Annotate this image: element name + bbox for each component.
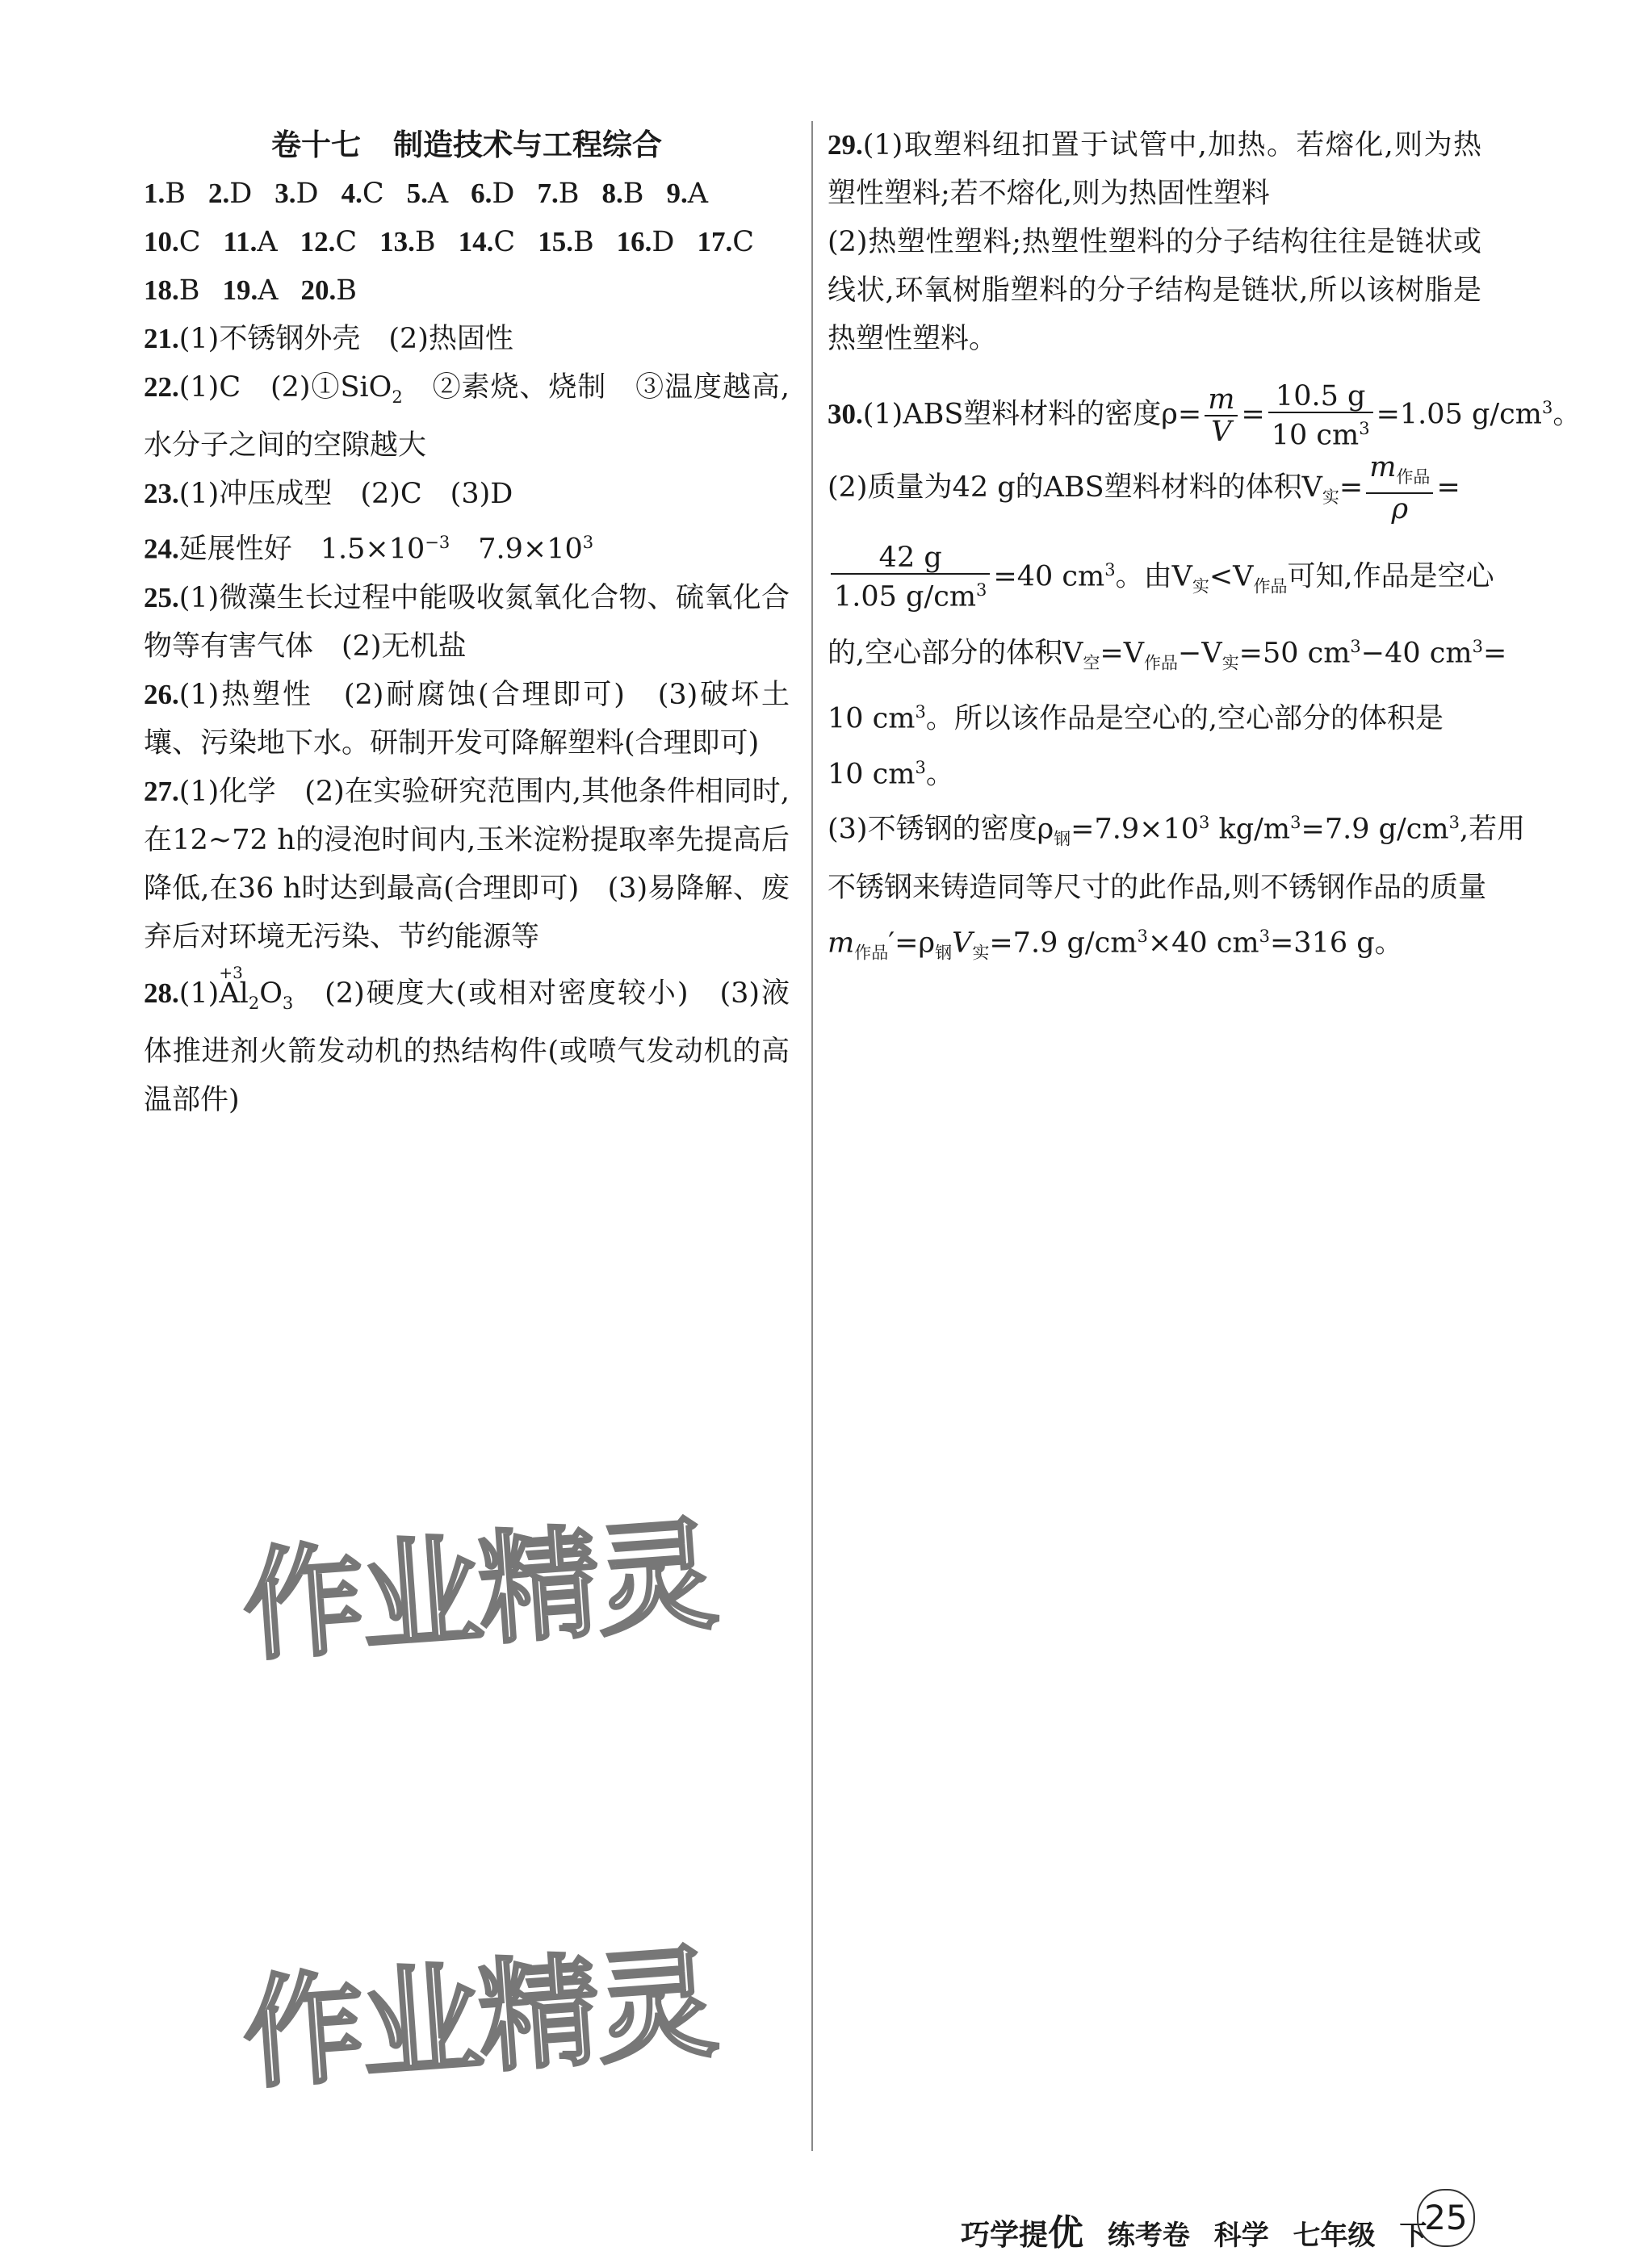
denominator-text: 10 cm xyxy=(1271,419,1360,452)
answer-text: (2)硬度大(或相对密度较小) (3)液体推进剂火箭发动机的热结构件(或喷气发动机的高温部件) xyxy=(144,977,790,1116)
answer-25 xyxy=(144,574,790,671)
fraction-volume-value xyxy=(831,542,990,613)
answer-letter: B xyxy=(178,274,200,307)
mc-answer xyxy=(144,218,201,266)
answer-text: 。所以该作品是空心的,空心部分的体积是 xyxy=(925,702,1444,735)
mc-answer xyxy=(407,169,449,218)
answer-text: =7.9 g/cm xyxy=(1301,813,1449,846)
exponent: −3 xyxy=(425,533,450,552)
answer-text: 延展性好 1.5×10 xyxy=(178,533,425,566)
fraction-volume xyxy=(1366,452,1433,525)
mc-answer xyxy=(601,169,643,218)
brand-name-accent: 优 xyxy=(1048,2212,1084,2253)
denominator xyxy=(1268,413,1373,451)
answer-text: =7.9 g/cm xyxy=(989,927,1138,960)
subscript: 作品 xyxy=(1144,653,1179,673)
question-number: 3. xyxy=(274,178,296,209)
answer-text: ,若用 xyxy=(1459,813,1526,846)
question-number: 4. xyxy=(341,178,362,209)
mc-answer xyxy=(459,218,516,266)
answer-text: (1)不锈钢外壳 (2)热固性 xyxy=(178,323,513,355)
answer-text: −40 cm xyxy=(1360,637,1473,670)
answer-text: 7.9×10 xyxy=(450,533,583,566)
question-number: 21. xyxy=(144,323,179,354)
answer-text: =V xyxy=(1100,637,1145,670)
denominator: V xyxy=(1211,416,1232,449)
answer-30-line6 xyxy=(828,743,1481,799)
answer-letter: A xyxy=(427,178,449,210)
question-number: 20. xyxy=(300,274,337,306)
answer-letter: D xyxy=(229,178,253,210)
mc-answer xyxy=(208,169,252,218)
equals-sign: = xyxy=(1241,398,1265,431)
answer-text: = xyxy=(1482,637,1507,670)
answer-22 xyxy=(144,363,790,470)
answer-text: kg/m xyxy=(1209,813,1291,846)
answer-text: 。 xyxy=(1552,398,1582,431)
answer-letter: A xyxy=(687,178,708,210)
answer-letter: A xyxy=(257,226,278,258)
answer-letter: D xyxy=(652,226,675,258)
section-name: 制造技术与工程综合 xyxy=(393,128,662,162)
mc-answer xyxy=(471,169,514,218)
mc-answer xyxy=(342,169,384,218)
question-number: 27. xyxy=(144,775,179,807)
subscript: 2 xyxy=(392,387,403,407)
answer-letter: B xyxy=(622,178,644,210)
answer-letter: C xyxy=(362,178,384,210)
answer-letter: D xyxy=(295,178,319,210)
answer-text: (1)ABS塑料材料的密度ρ= xyxy=(862,398,1202,431)
answer-text: (2)质量为42 g的ABS塑料材料的体积V xyxy=(828,471,1322,504)
mc-answer xyxy=(274,169,318,218)
denominator: ρ xyxy=(1391,493,1409,526)
answer-29-part2 xyxy=(828,218,1481,363)
section-title xyxy=(144,121,790,169)
answer-text: =40 cm xyxy=(993,560,1105,593)
question-number: 16. xyxy=(616,226,652,257)
answer-text: ×40 cm xyxy=(1147,927,1259,960)
answer-text: (1)C (2)①SiO xyxy=(178,371,392,404)
denominator-text: 1.05 g/cm xyxy=(834,581,977,614)
subscript: 空 xyxy=(1083,653,1100,673)
answer-letter: C xyxy=(178,226,201,258)
answer-letter: D xyxy=(492,178,515,210)
answer-text: (3)不锈钢的密度ρ xyxy=(828,813,1054,846)
answer-letter: B xyxy=(572,226,594,258)
subscript: 作品 xyxy=(1396,467,1431,487)
question-number: 14. xyxy=(458,226,494,257)
answer-text: <V xyxy=(1209,560,1254,593)
question-number: 1. xyxy=(144,178,166,209)
fraction-m-over-v xyxy=(1205,384,1238,447)
answer-text: (1)取塑料纽扣置于试管中,加热。若熔化,则为热塑性塑料;若不熔化,则为热固性塑料 xyxy=(828,129,1481,210)
answer-text: (1)冲压成型 (2)C (3)D xyxy=(178,478,513,510)
answer-letter: C xyxy=(732,226,755,258)
exponent: 3 xyxy=(1472,637,1483,657)
question-number: 11. xyxy=(223,226,258,257)
mass-symbol: m xyxy=(828,927,855,960)
answer-21 xyxy=(144,315,790,363)
subscript: 实 xyxy=(1322,487,1339,507)
mc-row xyxy=(144,266,790,315)
exponent: 3 xyxy=(1290,813,1301,833)
answer-text: 的,空心部分的体积V xyxy=(828,637,1083,670)
brand-name: 巧学提 xyxy=(961,2219,1049,2252)
element-symbol: O xyxy=(259,977,283,1010)
answer-text: ②素烧、烧制 ③温度越高,水分子之间的空隙越大 xyxy=(144,371,790,462)
right-column xyxy=(828,121,1582,977)
mc-answer xyxy=(144,266,199,315)
mc-answer xyxy=(144,169,186,218)
question-number: 26. xyxy=(144,678,179,710)
subject: 科学 xyxy=(1213,2220,1269,2252)
series-name: 练考卷 xyxy=(1107,2220,1190,2252)
numerator: 10.5 g xyxy=(1268,381,1373,413)
exponent: 3 xyxy=(582,533,594,552)
exponent: 3 xyxy=(1137,926,1148,946)
question-number: 10. xyxy=(144,226,179,257)
question-number: 28. xyxy=(144,977,179,1009)
answer-text: 可知,作品是空心 xyxy=(1287,560,1494,593)
exponent: 3 xyxy=(915,701,926,722)
subscript: 作品 xyxy=(1253,576,1288,596)
exponent: 3 xyxy=(1259,926,1270,946)
answer-30-line8 xyxy=(828,864,1487,912)
answer-text: =1.05 g/cm xyxy=(1376,398,1542,431)
question-number: 18. xyxy=(144,274,179,306)
question-number: 15. xyxy=(538,226,573,257)
equals-sign: = xyxy=(1436,471,1460,504)
grade: 七年级 xyxy=(1293,2220,1376,2252)
answer-text: (1)化学 (2)在实验研究范围内,其他条件相同时,在12~72 h的浸泡时间内,玉米淀粉提取率先提高后降低,在36 h时达到最高(合理即可) (3)易降解、废弃后对环境无污染、节约能源等 xyxy=(144,775,790,953)
answer-text: (1) xyxy=(178,977,220,1010)
oxidation-state-formula xyxy=(219,962,249,1018)
answer-text: 10 cm xyxy=(828,758,916,791)
question-number: 19. xyxy=(222,274,258,306)
mc-answer xyxy=(538,218,593,266)
mc-answer xyxy=(222,266,278,315)
answer-text: (1)热塑性 (2)耐腐蚀(合理即可) (3)破坏土壤、污染地下水。研制开发可降解塑料(合理即可) xyxy=(144,678,790,759)
subscript: 3 xyxy=(282,993,294,1013)
answer-text: (1)微藻生长过程中能吸收氮氧化合物、硫氧化合物等有害气体 (2)无机盐 xyxy=(144,581,790,663)
volume-symbol: V xyxy=(952,927,973,960)
column-divider xyxy=(811,121,813,2151)
mc-answer xyxy=(224,218,278,266)
mc-answer xyxy=(301,266,357,315)
equals-sign: = xyxy=(1339,471,1364,504)
mc-answer xyxy=(300,218,358,266)
oxidation-number: +3 xyxy=(219,962,243,982)
question-number: 12. xyxy=(300,226,336,257)
element-symbol: Al xyxy=(219,977,249,1010)
mc-answer xyxy=(666,169,708,218)
answer-text: (2)热塑性塑料;热塑性塑料的分子结构往往是链状或线状,环氧树脂塑料的分子结构是链状,所以该树脂是热塑性塑料。 xyxy=(828,226,1481,355)
question-number: 25. xyxy=(144,581,179,613)
term: 下 xyxy=(1399,2220,1427,2252)
subscript: 钢 xyxy=(1054,829,1071,849)
question-number: 9. xyxy=(666,178,688,209)
question-number: 7. xyxy=(537,178,559,209)
mc-answer xyxy=(537,169,579,218)
question-number: 8. xyxy=(601,178,623,209)
question-number: 5. xyxy=(406,178,428,209)
answer-30-line2 xyxy=(828,451,1481,534)
answer-text: =7.9×10 xyxy=(1071,813,1200,846)
section-number: 卷十七 xyxy=(271,128,361,162)
mc-answer xyxy=(617,218,675,266)
question-number: 24. xyxy=(144,533,179,565)
answer-text: =50 cm xyxy=(1238,637,1351,670)
answer-30-line7 xyxy=(828,798,1526,864)
answer-text: ′=ρ xyxy=(888,927,936,960)
watermark: 作业精灵 xyxy=(238,1504,719,1679)
exponent: 3 xyxy=(1104,559,1116,580)
answer-30-line5 xyxy=(828,688,1481,743)
exponent: 3 xyxy=(1448,813,1460,833)
answer-text: 。 xyxy=(925,758,954,791)
multiple-choice-answers xyxy=(144,169,790,315)
left-column xyxy=(144,121,790,1124)
answer-letter: A xyxy=(258,274,279,307)
answer-text: 不锈钢来铸造同等尺寸的此作品,则不锈钢作品的质量 xyxy=(828,871,1487,904)
answer-30-line4 xyxy=(828,622,1507,688)
numerator xyxy=(1366,452,1433,494)
subscript: 2 xyxy=(248,993,260,1013)
answer-letter: B xyxy=(414,226,436,258)
exponent: 3 xyxy=(976,580,987,600)
subscript: 钢 xyxy=(935,943,953,963)
mc-row xyxy=(144,218,790,266)
exponent: 3 xyxy=(1359,418,1370,438)
answer-letter: C xyxy=(493,226,516,258)
answer-text: −V xyxy=(1178,637,1222,670)
mc-row xyxy=(144,169,790,218)
answer-letter: B xyxy=(165,178,186,210)
exponent: 3 xyxy=(1350,637,1361,657)
question-number: 2. xyxy=(207,178,230,209)
answer-27 xyxy=(144,768,790,961)
question-number: 6. xyxy=(471,178,492,209)
answer-letter: B xyxy=(558,178,580,210)
fraction-density xyxy=(1268,381,1373,451)
subscript: 作品 xyxy=(854,943,889,963)
numerator: m xyxy=(1205,384,1238,416)
answer-30-line3 xyxy=(828,534,1494,623)
answer-30-line1 xyxy=(828,371,1582,452)
question-number: 13. xyxy=(379,226,415,257)
answer-letter: B xyxy=(336,274,357,307)
exponent: 3 xyxy=(1199,813,1210,833)
answer-text: =316 g。 xyxy=(1269,927,1403,960)
answer-letter: C xyxy=(335,226,358,258)
footer xyxy=(961,2203,1427,2255)
exponent: 3 xyxy=(915,757,926,777)
answer-30-line9 xyxy=(828,912,1481,977)
question-number: 29. xyxy=(828,129,863,161)
mc-answer xyxy=(697,218,754,266)
answer-29-part1 xyxy=(828,121,1481,218)
answer-text: 。由V xyxy=(1115,560,1192,593)
answer-24 xyxy=(144,518,790,574)
question-number: 23. xyxy=(144,478,179,509)
numerator-symbol: m xyxy=(1369,451,1397,484)
watermark: 作业精灵 xyxy=(238,1932,719,2107)
question-number: 17. xyxy=(697,226,733,257)
exponent: 3 xyxy=(1541,398,1553,417)
page-number: 25 xyxy=(1417,2189,1475,2247)
subscript: 实 xyxy=(972,943,990,963)
question-number: 22. xyxy=(144,371,179,403)
answer-28 xyxy=(144,962,790,1124)
numerator: 42 g xyxy=(831,542,990,575)
denominator xyxy=(831,575,990,613)
question-number: 30. xyxy=(828,398,863,430)
answer-text: 10 cm xyxy=(828,702,916,735)
mc-answer xyxy=(379,218,435,266)
answer-26 xyxy=(144,671,790,768)
subscript: 实 xyxy=(1192,576,1209,596)
answer-23 xyxy=(144,470,790,518)
subscript: 实 xyxy=(1221,653,1239,673)
